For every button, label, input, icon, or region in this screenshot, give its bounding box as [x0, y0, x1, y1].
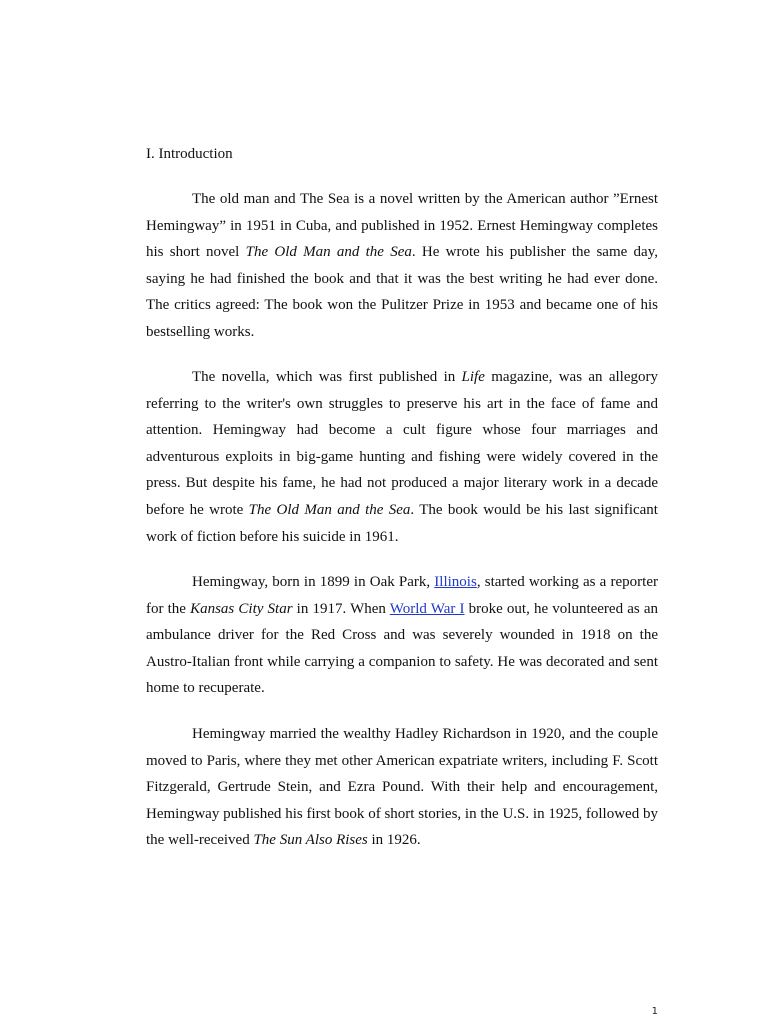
text-run: The novella, which was first published in	[192, 369, 462, 385]
text-run: in 1926.	[367, 832, 421, 849]
illinois-link[interactable]: Illinois	[434, 574, 477, 590]
text-run: The old man and The Sea is a novel written by the American author ”Ernest Hemingway” in 1951 in Cuba, and published in 1952. Ernest Hemingway completes his short novel	[146, 191, 658, 261]
text-run: magazine, was an allegory referring to the writer's own struggles to preserve his art in the face of fame and attention. Hemingway had become a cult figure whose four marriages and adventurous exploits in big-game hunting and fishing were widely covered in the press. But despite his fame, he had not produced a major literary work in a decade before he wrote	[146, 369, 658, 518]
section-heading: I. Introduction	[146, 146, 233, 162]
world-war-i-link[interactable]: World War I	[389, 600, 465, 617]
paragraph-1	[146, 186, 658, 346]
book-title-italic: The Old Man and the Sea	[248, 501, 411, 518]
magazine-title-italic: Life	[461, 369, 485, 385]
text-run: Hemingway married the wealthy Hadley Richardson in 1920, and the couple moved to Paris, where they met other American expatriate writers, including F. Scott Fitzgerald, Gertrude Stein, and Ezra Pound. With their help and encouragement, Hemingway published his first book of short stories, in the U.S. in 1925, followed by the well-received	[146, 726, 658, 849]
paragraph-2	[146, 364, 658, 550]
newspaper-title-italic: Kansas City Star	[190, 600, 293, 617]
text-run: , started working as a reporter for the	[146, 574, 658, 617]
book-title-italic: The Old Man and the Sea	[245, 244, 412, 261]
book-title-italic: The Sun Also Rises	[253, 832, 368, 849]
text-run: Hemingway, born in 1899 in Oak Park,	[192, 574, 435, 590]
paragraph-4	[146, 721, 658, 854]
text-run: . The book would be his last significant work of fiction before his suicide in 1961.	[146, 501, 658, 545]
text-run: . He wrote his publisher the same day, saying he had finished the book and that it was the best writing he had ever done. The critics agreed: The book won the Pulitzer Prize in 1953 and became one of his bestselling works.	[146, 244, 658, 340]
paragraph-3	[146, 569, 658, 702]
text-run: in 1917. When	[292, 600, 390, 617]
text-run: broke out, he volunteered as an ambulance driver for the Red Cross and was severely wounded in 1918 on the Austro-Italian front while carrying a companion to safety. He was decorated and sent home to recuperate.	[146, 600, 659, 697]
page-number: 1	[651, 1006, 658, 1017]
